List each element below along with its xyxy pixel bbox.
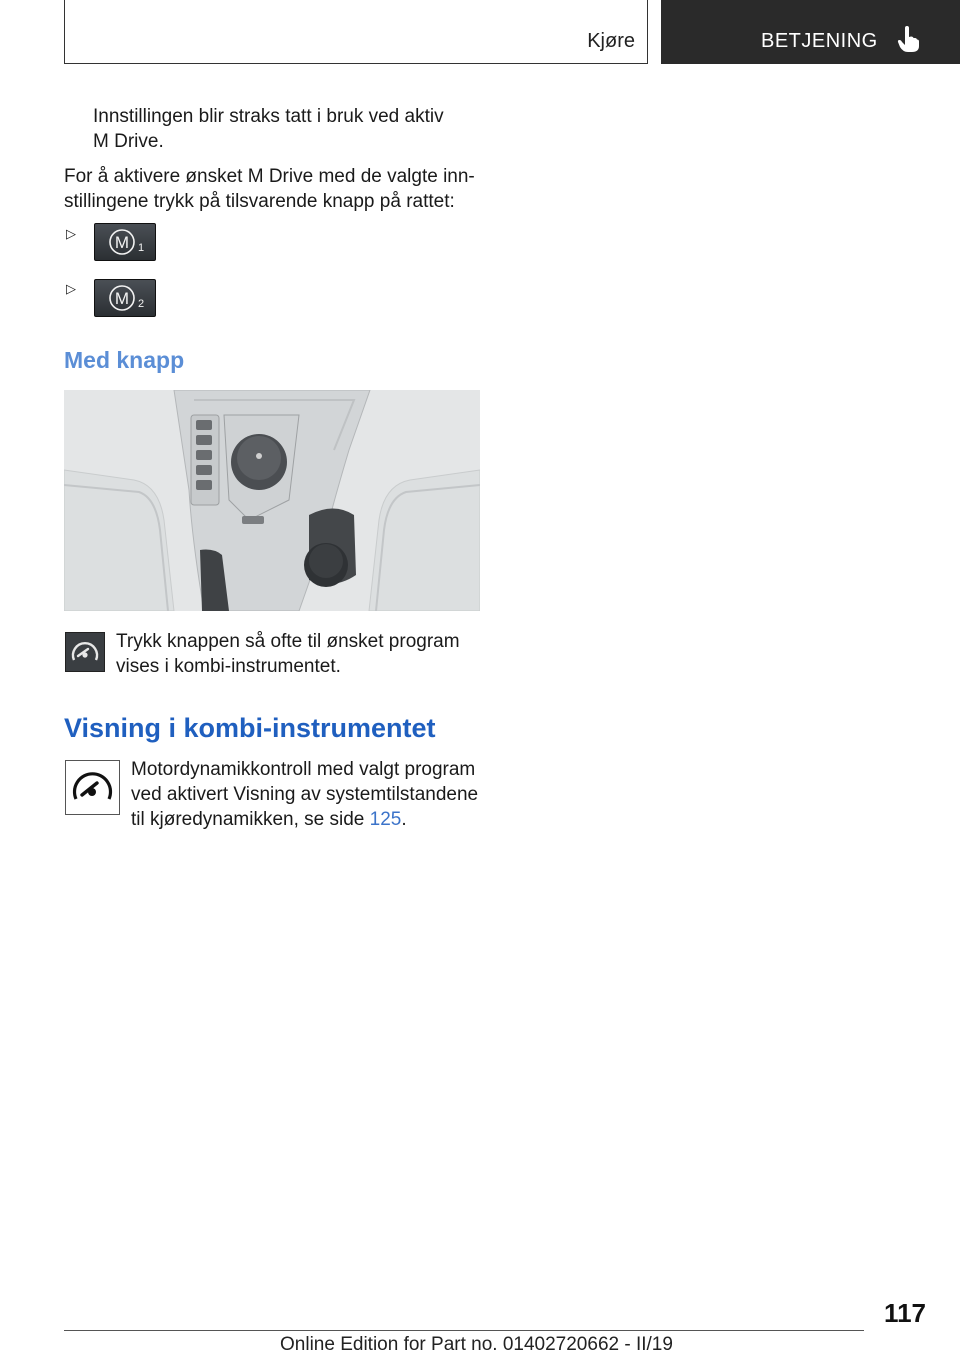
footer-divider <box>64 1330 864 1331</box>
edition-footer: Online Edition for Part no. 01402720662 - II/19 <box>280 1334 673 1355</box>
section-title: BETJENING <box>761 30 878 52</box>
m2-button-icon <box>94 279 156 317</box>
intro-line-1: Innstillingen blir straks tatt i bruk ved aktiv <box>93 106 444 127</box>
dynamic-control-speedometer-icon <box>65 760 120 815</box>
paragraph-line-1: For å aktivere ønsket M Drive med de valgte inn- <box>64 166 475 187</box>
speedometer-icon <box>65 632 105 672</box>
button-note-line-1: Trykk knappen så ofte til ønsket program <box>116 631 460 652</box>
m1-button-icon <box>94 223 156 261</box>
bullet-marker: ▷ <box>66 226 76 241</box>
svg-text:M: M <box>114 289 130 308</box>
svg-text:1: 1 <box>138 242 145 254</box>
display-text-line-3: til kjøredynamikken, se side 125. <box>131 809 407 830</box>
header-section-tab <box>661 0 960 64</box>
button-note-line-2: vises i kombi-instrumentet. <box>116 656 341 677</box>
intro-line-2: M Drive. <box>93 131 164 152</box>
chapter-title: Kjøre <box>587 30 635 52</box>
center-console-photo <box>64 390 480 611</box>
page-reference-link[interactable]: 125 <box>369 809 402 830</box>
header-chapter-tab <box>64 0 648 64</box>
svg-text:2: 2 <box>138 298 145 310</box>
display-text-line-1: Motordynamikkontroll med valgt program <box>131 759 476 780</box>
section-heading-button: Med knapp <box>64 347 185 373</box>
svg-text:M: M <box>114 233 130 252</box>
page-number: 117 <box>884 1298 926 1328</box>
pointing-hand-icon <box>897 26 921 52</box>
paragraph-line-2: stillingene trykk på tilsvarende knapp på rattet: <box>64 191 455 212</box>
section-heading-display: Visning i kombi-instrumentet <box>64 713 436 743</box>
display-text-line-2: ved aktivert Visning av systemtilstandene <box>131 784 479 805</box>
bullet-marker: ▷ <box>66 281 76 296</box>
